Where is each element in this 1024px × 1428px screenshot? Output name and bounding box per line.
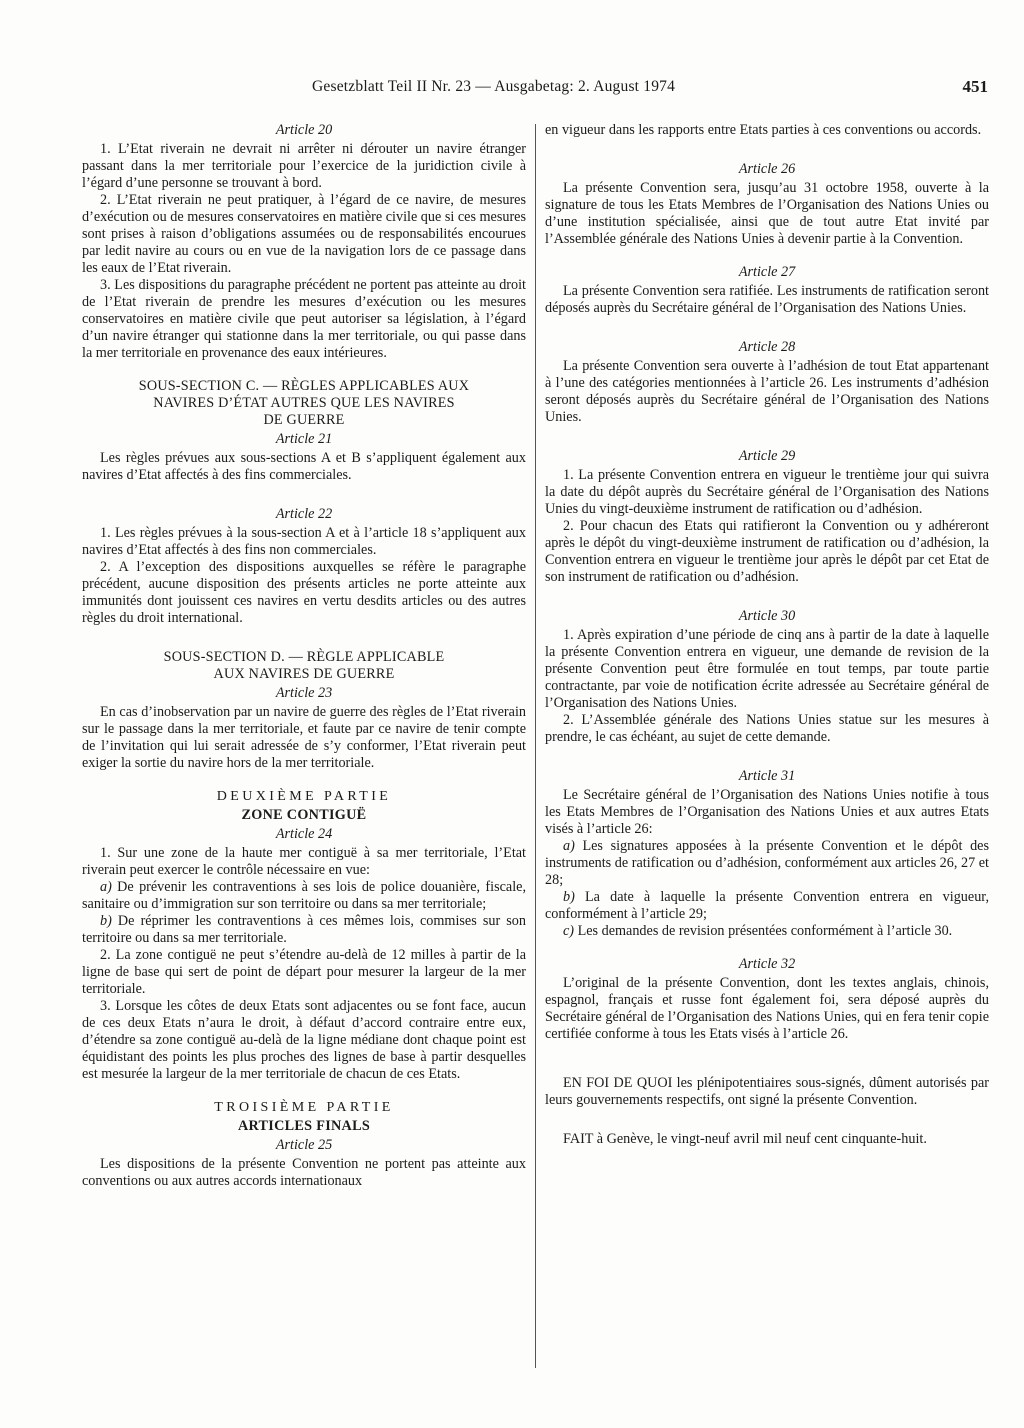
fait-a-geneve-clause: FAIT à Genève, le vingt-neuf avril mil neuf cent cinquante-huit. [563,1131,927,1147]
article-31-para-a-text: Les signatures apposées à la présente Convention et le dépôt des instruments de ratification ou d’adhésion, conformément aux articles 26, 27 et 28; [545,838,989,888]
article-23-para-1: En cas d’inobservation par un navire de guerre des règles de l’Etat riverain sur le passage dans la mer territoriale, et faute par ce navire de tenir compte de l’invitation qui lui serait adressée de s’y conformer, l’Etat riverain peut exiger la sortie du navire hors de la mer territoriale. [82,704,526,771]
part-2-title: ZONE CONTIGUË [241,807,367,823]
article-20-para-3: 3. Les dispositions du paragraphe précédent ne portent pas atteinte au droit de l’Etat riverain de prendre les mesures d’exécution ou les mesures conservatoires en matière civile que peut autoriser sa législation, à l’égard d’un navire étranger qui stationne dans la mer territoriale, ou qui passe dans la mer territoriale en provenance des eaux intérieures. [82,277,526,361]
subsection-d-line-1: SOUS-SECTION D. — RÈGLE APPLICABLE [163,649,445,665]
page-number: 451 [962,77,988,96]
article-20-para-1: 1. L’Etat riverain ne devrait ni arrêter ni dérouter un navire étranger passant dans la mer territoriale pour l’exercice de la juridiction civile à l’égard d’une personne se trouvant à bord. [82,141,526,191]
column-divider [535,124,536,1368]
en-foi-de-quoi-clause: EN FOI DE QUOI les plénipotentiaires sous-signés, dûment autorisés par leurs gouvernements respectifs, ont signé la présente Convention. [545,1075,989,1108]
article-31-title: Article 31 [738,768,796,784]
article-31-para-b [545,889,989,923]
article-31-para-1: Le Secrétaire général de l’Organisation des Nations Unies notifie à tous les Etats Membres de l’Organisation des Nations Unies et aux autres Etats visés à l’article 26: [545,787,989,837]
article-26-para-1: La présente Convention sera, jusqu’au 31 octobre 1958, ouverte à la signature de tous les Etats Membres de l’Organisation des Nations Unies ou d’une institution spécialisée, ainsi que de tout autre Etat invité par l’Assemblée générale des Nations Unies à devenir partie à la Convention. [545,180,989,247]
article-32-para-1: L’original de la présente Convention, dont les textes anglais, chinois, espagnol, français et russe font également foi, sera déposé auprès du Secrétaire général de l’Organisation des Nations Unies, qui en fera tenir copie certifiée conforme à tous les Etats visés à l’article 26. [545,975,989,1042]
article-22-para-2: 2. A l’exception des dispositions auxquelles se réfère le paragraphe précédent, aucune disposition des présents articles ne porte atteinte aux immunités dont jouissent ces navires en vertu desdits articles ou des autres règles du droit international. [82,559,526,626]
subsection-c-line-1: SOUS-SECTION C. — RÈGLES APPLICABLES AUX [138,378,470,394]
article-24-para-2: 2. La zone contiguë ne peut s’étendre au-delà de 12 milles à partir de la ligne de base qui sert de point de départ pour mesurer la largeur de la mer territoriale. [82,947,526,997]
article-25-continuation: en vigueur dans les rapports entre Etats parties à ces conventions ou accords. [545,122,982,138]
item-marker-c: c) [563,923,575,939]
article-31-para-a [545,838,989,889]
article-22-title: Article 22 [275,506,333,522]
part-3-label: TROISIÈME PARTIE [214,1100,394,1115]
article-31-para-c [545,923,989,940]
page-header [80,78,992,102]
article-27-para-1: La présente Convention sera ratifiée. Les instruments de ratification seront déposés auprès du Secrétaire général de l’Organisation des Nations Unies. [545,283,989,316]
article-28-para-1: La présente Convention sera ouverte à l’adhésion de tout Etat appartenant à l’une des catégories mentionnées à l’article 26. Les instruments d’adhésion seront déposés auprès du Secrétaire général de l’Organisation des Nations Unies. [545,358,989,425]
item-marker-a: a) [563,838,575,854]
part-3-title: ARTICLES FINALS [237,1118,371,1134]
article-20-para-2: 2. L’Etat riverain ne peut pratiquer, à l’égard de ce navire, de mesures d’exécution ou de mesures conservatoires en matière civile que si ces mesures sont prises à raison d’obligations assumées ou de responsabilités encourues par ledit navire au cours ou en vue de la navigation lors de ce passage dans les eaux de l’Etat riverain. [82,192,526,276]
article-24-title: Article 24 [275,826,333,842]
article-27-title: Article 27 [738,264,796,280]
article-26-title: Article 26 [738,161,796,177]
article-25-para-1: Les dispositions de la présente Convention ne portent pas atteinte aux conventions ou aux autres accords internationaux [82,1156,526,1189]
article-24-para-a [82,879,526,913]
article-21-para-1: Les règles prévues aux sous-sections A et B s’appliquent également aux navires d’Etat affectés à des fins commerciales. [82,450,526,483]
right-column [545,122,989,1148]
article-21-title: Article 21 [275,431,333,447]
article-28-title: Article 28 [738,339,796,355]
running-title: Gesetzblatt Teil II Nr. 23 — Ausgabetag: 2. August 1974 [312,78,676,95]
article-23-title: Article 23 [275,685,333,701]
item-marker-a: a) [100,879,112,895]
article-22-para-1: 1. Les règles prévues à la sous-section A et à l’article 18 s’appliquent aux navires d’Etat affectés à des fins non commerciales. [82,525,526,558]
article-24-para-a-text: De prévenir les contraventions à ses lois de police douanière, fiscale, sanitaire ou d’immigration sur son territoire ou dans sa mer territoriale; [82,879,526,912]
article-30-para-2: 2. L’Assemblée générale des Nations Unies statue sur les mesures à prendre, le cas échéant, au sujet de cette demande. [545,712,989,745]
article-32-title: Article 32 [738,956,796,972]
left-column [82,122,526,1190]
article-24-para-b-text: De réprimer les contraventions à ces mêmes lois, commises sur son territoire ou dans sa mer territoriale. [82,913,526,946]
subsection-d-line-2: AUX NAVIRES DE GUERRE [213,666,395,682]
article-24-para-1: 1. Sur une zone de la haute mer contiguë à sa mer territoriale, l’Etat riverain peut exercer le contrôle nécessaire en vue: [82,845,526,878]
part-2-label: DEUXIÈME PARTIE [216,789,392,804]
article-20-title: Article 20 [275,122,333,138]
subsection-c-line-2: NAVIRES D’ÉTAT AUTRES QUE LES NAVIRES [153,395,455,411]
article-31-para-c-text: Les demandes de revision présentées conformément à l’article 30. [574,923,953,939]
article-29-para-1: 1. La présente Convention entrera en vigueur le trentième jour qui suivra la date du dépôt auprès du Secrétaire général de l’Organisation des Nations Unies du vingt-deuxième instrument de ratification ou d’adhésion. [545,467,989,517]
article-31-para-b-text: La date à laquelle la présente Convention entrera en vigueur, conformément à l’article 29; [545,889,989,922]
article-24-para-3: 3. Lorsque les côtes de deux Etats sont adjacentes ou se font face, aucun de ces deux Etats n’aura le droit, à défaut d’accord contraire entre eux, d’étendre sa zone contiguë au-delà de la ligne médiane dont chaque point est équidistant des points les plus proches des lignes de base à partir desquelles est mesurée la largeur de la mer territoriale de chacun de ces Etats. [82,998,526,1082]
item-marker-b: b) [100,913,112,929]
subsection-c-line-3: DE GUERRE [263,412,345,428]
article-25-title: Article 25 [275,1137,333,1153]
article-30-para-1: 1. Après expiration d’une période de cinq ans à partir de la date à laquelle la présente Convention entrera en vigueur, une demande de revision de la présente Convention peut être formulée en tout temps, par toute partie contractante, par voie de notification écrite adressée au Secrétaire général de l’Organisation des Nations Unies. [545,627,989,711]
article-29-para-2: 2. Pour chacun des Etats qui ratifieront la Convention ou y adhéreront après le dépôt du vingt-deuxième instrument de ratification ou d’adhésion, la Convention entrera en vigueur le trentième jour après le dépôt par cet Etat de son instrument de ratification ou d’adhésion. [545,518,989,585]
article-30-title: Article 30 [738,608,796,624]
article-24-para-b [82,913,526,947]
article-29-title: Article 29 [738,448,796,464]
item-marker-b: b) [563,889,575,905]
